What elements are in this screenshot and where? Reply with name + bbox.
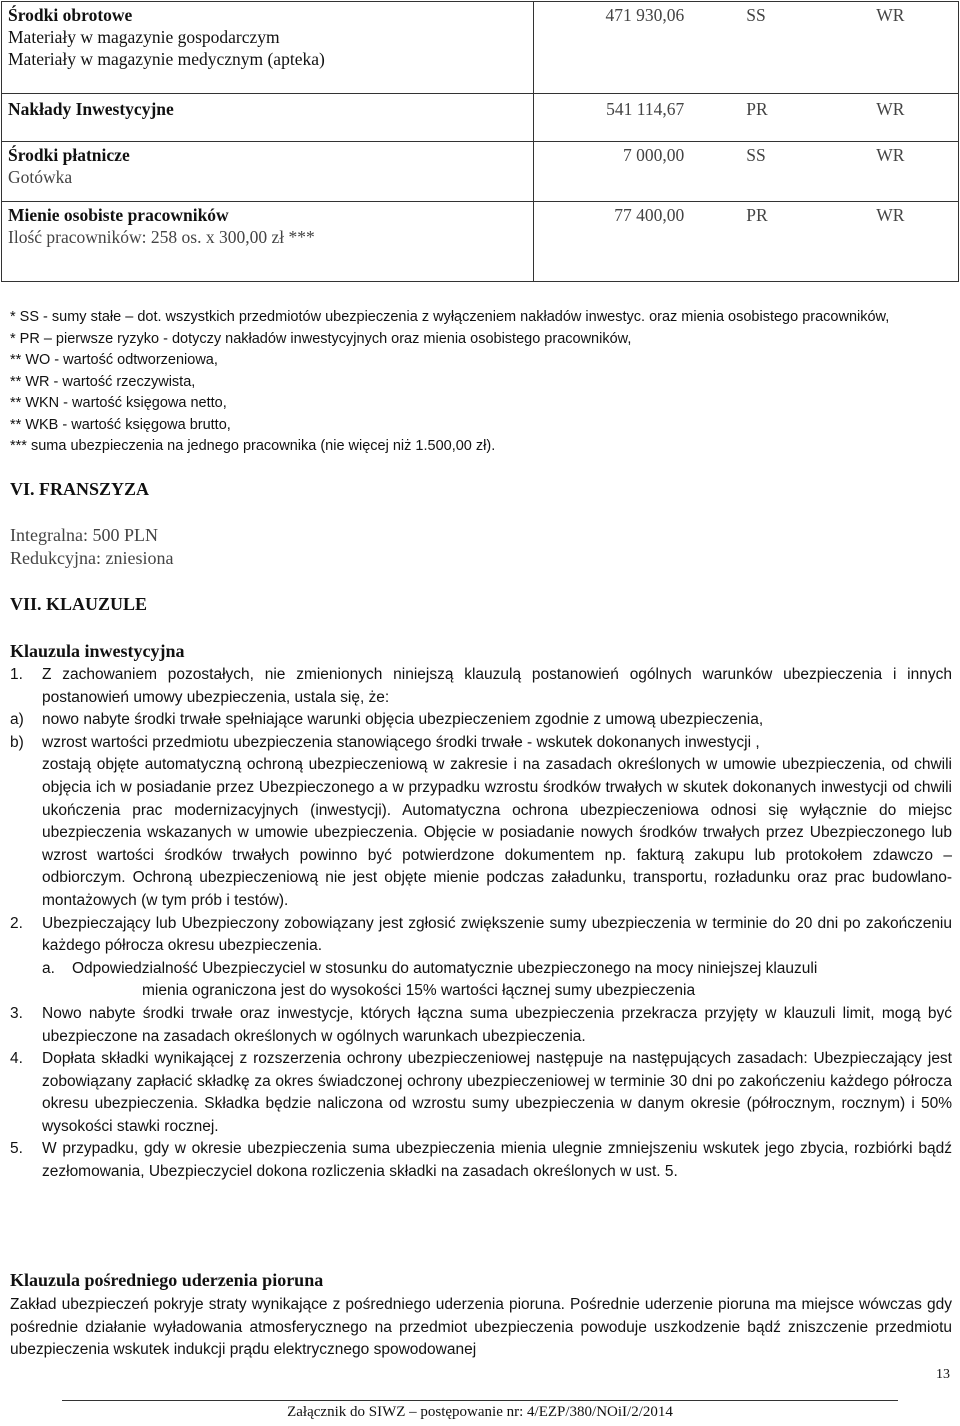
row-line: Materiały w magazynie medycznym (apteka) xyxy=(8,49,325,69)
row-line: Gotówka xyxy=(8,167,73,187)
deductible-list xyxy=(10,524,610,570)
footnote: ** WKB - wartość księgowa brutto, xyxy=(10,416,231,433)
subitem-text: mienia ograniczona jest do wysokości 15% wartości łącznej sumy ubezpieczenia xyxy=(142,982,696,1000)
subitem-text: wzrost wartości przedmiotu ubezpieczenia stanowiącego środki trwałe - wskutek dokonanych inwestycji , xyxy=(42,733,760,751)
clause-title: Klauzula pośredniego uderzenia pioruna xyxy=(10,1270,324,1290)
code: SS xyxy=(746,145,766,165)
clause-title: Klauzula inwestycyjna xyxy=(10,641,185,661)
code: PR xyxy=(746,205,768,225)
list-subitem xyxy=(10,732,952,755)
subitem-number: b) xyxy=(10,733,24,751)
row-values-cell xyxy=(534,2,959,94)
footer-divider xyxy=(62,1400,898,1401)
row-title: Środki płatnicze xyxy=(8,145,130,165)
footnote: * SS - sumy stałe – dot. wszystkich przedmiotów ubezpieczenia z wyłączeniem nakładów inwestyc. oraz mienia osobistego pracowników, xyxy=(10,309,890,325)
list-item xyxy=(10,664,952,709)
code: PR xyxy=(746,99,768,119)
item-number: 3. xyxy=(10,1004,23,1022)
item-text: W przypadku, gdy w okresie ubezpieczenia suma ubezpieczenia mienia ulegnie zmniejszeniu wskutek jego zbycia, rozbiórki bądź zezłomowania, Ubezpieczyciel dokona rozliczenia składki na zasadach określonych w ust. 5. xyxy=(42,1140,952,1181)
item-text: zostają objęte automatyczną ochroną ubezpieczeniową w zakresie i na zasadach określonych w umowie ubezpieczenia, od chwili objęcia ich w posiadanie przez Ubezpieczonego a w przypadku wzrostu środków trwałych w skutek dokonanych inwestycji od chwili ukończenia prac modernizacyjnych (inwestycji). Automatyczna ochrona ubezpieczeniowa odnosi się wyłącznie do miejsc ubezpieczenia wskazanych w umowie ubezpieczenia. Objęcie w posiadanie nowych środków trwałych przez Ubezpieczonego lub wzrost wartości środków trwałych powinno być potwierdzone dokumentem np. fakturą zakupu lub protokołem zdawczo – odbiorczym. Ochroną ubezpieczeniową nie jest objęte mienie podczas załadunku, transportu, rozładunku oraz prac budowlano-montażowych (w tym prób i testów). xyxy=(42,756,952,909)
subitem-number: a. xyxy=(42,959,55,977)
amount: 471 930,06 xyxy=(605,5,685,25)
list-subitem xyxy=(10,709,952,732)
clause-list xyxy=(10,664,952,1184)
list-item xyxy=(10,1138,952,1183)
footnote: *** suma ubezpieczenia na jednego pracownika (nie więcej niż 1.500,00 zł). xyxy=(10,438,496,454)
item-text: Ubezpieczający lub Ubezpieczony zobowiązany jest zgłosić zwiększenie sumy ubezpieczenia w terminie do 20 dni po zakończeniu każdego półrocza okresu ubezpieczenia. xyxy=(42,914,952,955)
list-item xyxy=(10,1048,952,1138)
row-title: Nakłady Inwestycyjne xyxy=(8,99,174,119)
item-number: 4. xyxy=(10,1050,23,1068)
valuation: WR xyxy=(876,145,905,165)
list-subitem xyxy=(10,958,952,1003)
list-item xyxy=(10,913,952,958)
subitem-text: Odpowiedzialność Ubezpieczyciel w stosunku do automatycznie ubezpieczonego na mocy niniejszej klauzuli xyxy=(72,959,818,977)
item-number: 2. xyxy=(10,914,23,932)
row-values-cell xyxy=(534,142,959,202)
page-number: 13 xyxy=(936,1367,950,1382)
item-text: Z zachowaniem pozostałych, nie zmienionych niniejszą klauzulą postanowień ogólnych warunków ubezpieczenia i innych postanowień umowy ubezpieczenia, ustala się, że: xyxy=(42,666,952,706)
table-footnotes xyxy=(10,307,950,458)
amount: 77 400,00 xyxy=(614,205,685,225)
item-text: Dopłata składki wynikającej z rozszerzenia ochrony ubezpieczeniowej następuje na następujących zasadach: Ubezpieczający jest zobowiązany zapłacić składkę za okres świadczonej ochrony ubezpieczeniowej w terminie 30 dni po zakończeniu każdego półrocza okresu ubezpieczenia. Składka będzie naliczona od wzrostu sumy ubezpieczenia w danym okresie (półrocznym, rocznym) i 50% wysokości stawki rocznej. xyxy=(42,1050,952,1135)
valuation: WR xyxy=(876,205,905,225)
footnote: ** WR - wartość rzeczywista, xyxy=(10,373,196,390)
deductible-line: Integralna: 500 PLN xyxy=(10,525,158,545)
item-number: 5. xyxy=(10,1140,23,1158)
section-heading: VII. KLAUZULE xyxy=(10,594,148,614)
list-item xyxy=(10,1003,952,1048)
row-name-cell xyxy=(2,202,534,282)
table-row xyxy=(2,94,959,142)
section-heading: VI. FRANSZYZA xyxy=(10,479,150,499)
clause-paragraph: Zakład ubezpieczeń pokryje straty wynikające z pośredniego uderzenia pioruna. Pośrednie uderzenie pioruna ma miejsce wówczas gdy pośrednie działanie wyładowania atmosferycznego na przedmiot ubezpieczenia powoduje uszkodzenie bądź zniszczenie przedmiotu ubezpieczenia wskutek indukcji prądu elektrycznego spowodowanej xyxy=(10,1296,952,1359)
table-row xyxy=(2,142,959,202)
footnote: * PR – pierwsze ryzyko - dotyczy nakładów inwestycyjnych oraz mienia osobistego pracowników, xyxy=(10,330,632,347)
item-text: Nowo nabyte środki trwałe oraz inwestycje, których łączna suma ubezpieczenia przekracza przyjęty w klauzuli limit, mogą być ubezpieczone na zasadach określonych w ogólnych warunkach ubezpieczenia. xyxy=(42,1004,952,1045)
valuation: WR xyxy=(876,99,905,119)
amount: 7 000,00 xyxy=(622,145,685,165)
page-footer: Załącznik do SIWZ – postępowanie nr: 4/EZP/380/NOiI/2/2014 xyxy=(287,1404,673,1420)
subitem-number: a) xyxy=(10,711,24,729)
list-item-continuation xyxy=(10,754,952,912)
row-title: Środki obrotowe xyxy=(8,5,133,25)
footnote: ** WKN - wartość księgowa netto, xyxy=(10,395,227,411)
table-row xyxy=(2,202,959,282)
table-row xyxy=(2,2,959,94)
row-name-cell xyxy=(2,94,534,142)
row-name-cell xyxy=(2,142,534,202)
deductible-line: Redukcyjna: zniesiona xyxy=(10,548,174,568)
row-line: Materiały w magazynie gospodarczym xyxy=(8,27,280,47)
row-name-cell xyxy=(2,2,534,94)
row-values-cell xyxy=(534,202,959,282)
row-line: Ilość pracowników: 258 os. x 300,00 zł *** xyxy=(8,227,315,247)
valuation: WR xyxy=(876,5,905,25)
row-title: Mienie osobiste pracowników xyxy=(8,205,229,225)
row-values-cell xyxy=(534,94,959,142)
footnote: ** WO - wartość odtworzeniowa, xyxy=(10,352,218,368)
code: SS xyxy=(746,5,766,25)
item-number: 1. xyxy=(10,666,23,683)
insurance-table xyxy=(1,1,959,282)
amount: 541 114,67 xyxy=(606,99,685,119)
subitem-text: nowo nabyte środki trwałe spełniające warunki objęcia ubezpieczeniem zgodnie z umową ubezpieczenia, xyxy=(42,711,764,729)
